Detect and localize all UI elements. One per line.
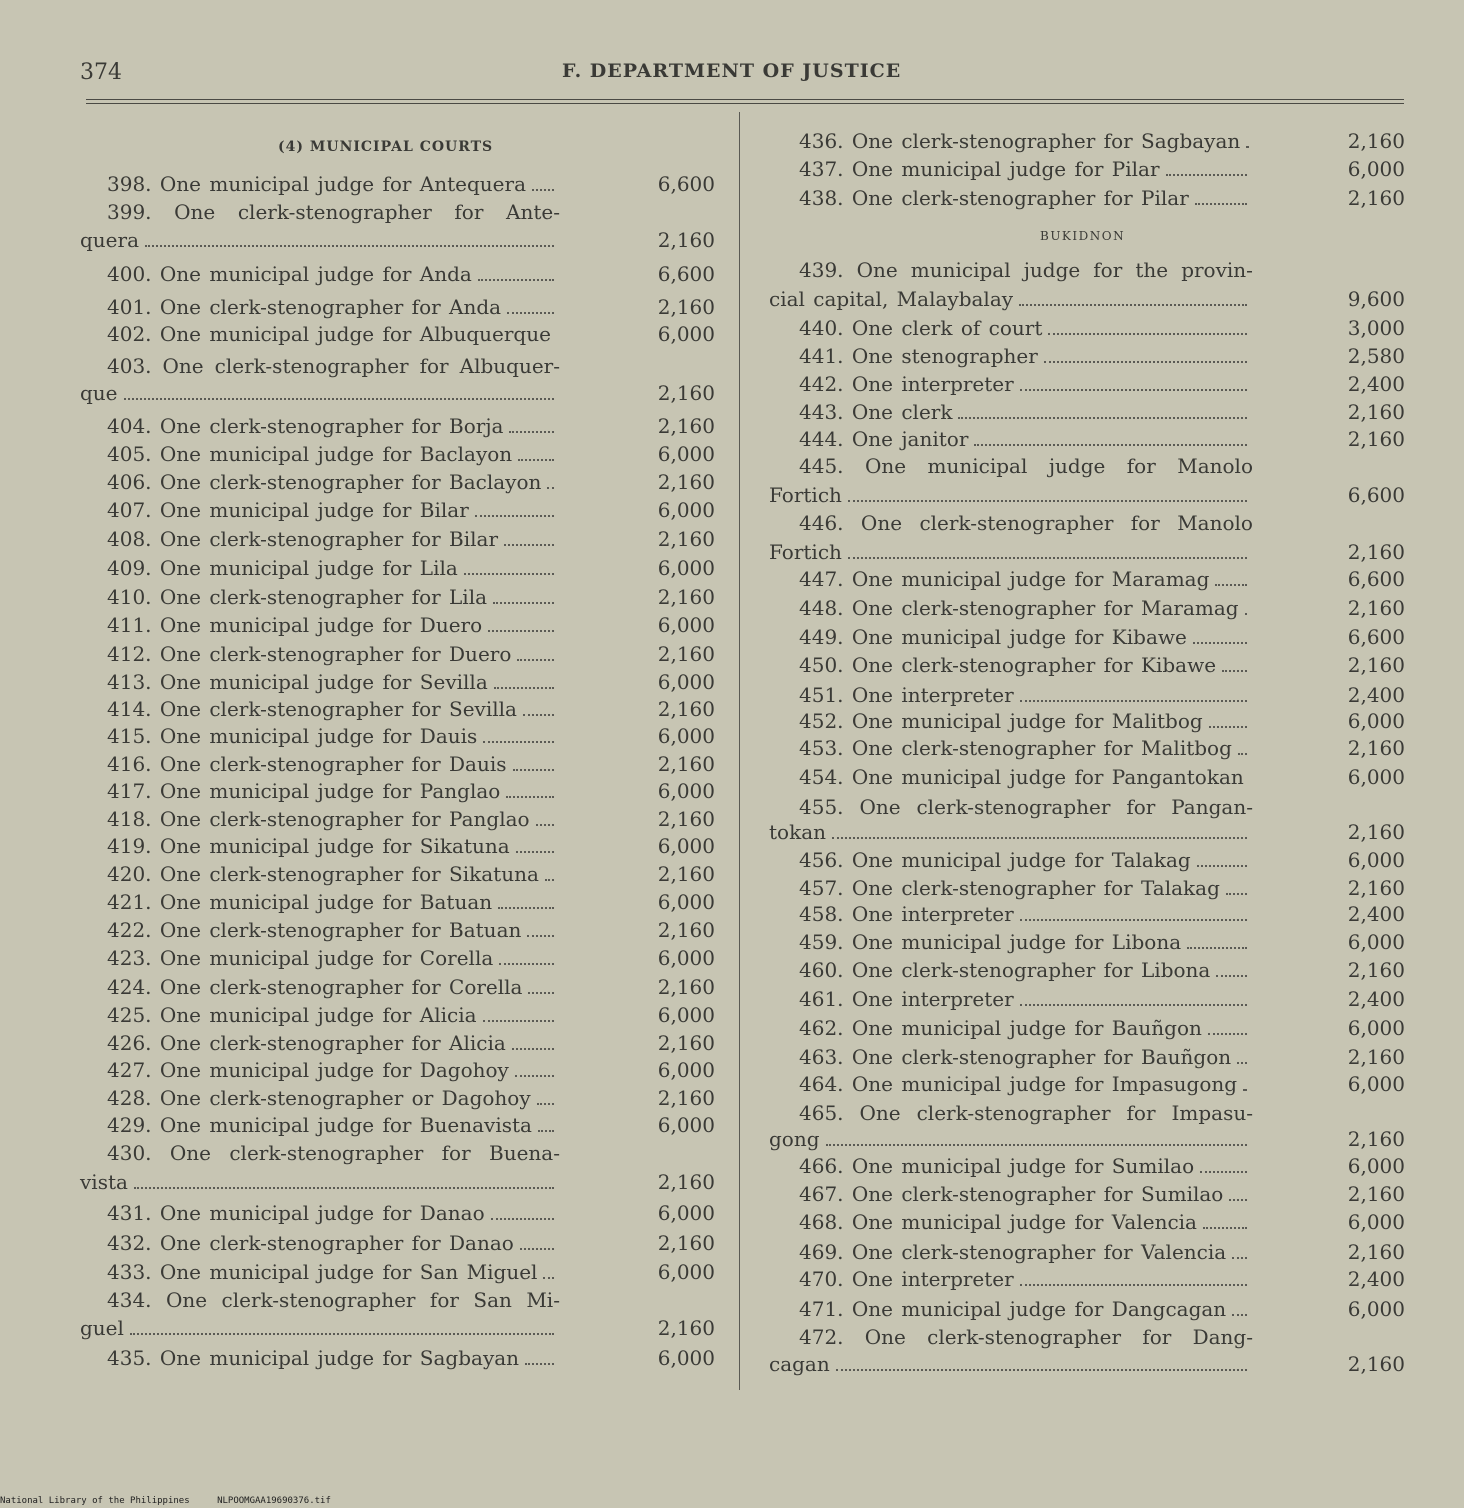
entry-text: 419. One municipal judge for Sikatuna (107, 834, 560, 860)
amount: 2,160 (1347, 653, 1405, 677)
amount: 6,000 (657, 613, 715, 637)
amount: 2,580 (1347, 344, 1405, 368)
dot-leader (543, 1269, 554, 1279)
amount: 2,160 (1347, 1182, 1405, 1206)
entry-text: 431. One municipal judge for Danao (107, 1201, 560, 1227)
entry-text: 409. One municipal judge for Lila (107, 556, 560, 582)
amount: 2,400 (1347, 683, 1405, 707)
dot-leader (145, 237, 554, 247)
entry-text: 400. One municipal judge for Anda (107, 262, 560, 288)
dot-leader (1195, 195, 1247, 205)
amount: 2,160 (657, 1086, 715, 1110)
amount: 6,000 (657, 498, 715, 522)
dot-leader (475, 507, 554, 517)
entry-text: 428. One clerk-stenographer or Dagohoy (107, 1086, 560, 1112)
entry-text: 450. One clerk-stenographer for Kibawe (799, 653, 1253, 679)
dot-leader (1020, 911, 1247, 921)
entry-text: 462. One municipal judge for Bauñgon (799, 1016, 1253, 1042)
entry-text: 401. One clerk-stenographer for Anda (107, 295, 560, 321)
entry-text: gong (769, 1127, 1253, 1153)
entry-text: 415. One municipal judge for Dauis (107, 724, 560, 750)
entry-text: vista (80, 1170, 560, 1196)
dot-leader (1232, 1249, 1247, 1259)
amount: 2,160 (657, 1031, 715, 1055)
dot-leader (1215, 576, 1247, 586)
entry-text: 407. One municipal judge for Bilar (107, 498, 560, 524)
dot-leader (538, 1122, 554, 1132)
entry-text: 470. One interpreter (799, 1267, 1253, 1293)
entry-text: 398. One municipal judge for Antequera (107, 172, 560, 198)
dot-leader (1222, 662, 1247, 672)
entry-text: 448. One clerk-stenographer for Maramag (799, 596, 1253, 622)
entry-text: 437. One municipal judge for Pilar (799, 157, 1253, 183)
entry-text: 427. One municipal judge for Dagohoy (107, 1058, 560, 1084)
amount: 2,160 (1347, 1352, 1405, 1376)
dot-leader (491, 1210, 554, 1220)
entry-text: 464. One municipal judge for Impasugong (799, 1072, 1253, 1098)
entry-text: 408. One clerk-stenographer for Bilar (107, 527, 560, 553)
amount: 6,000 (657, 1058, 715, 1082)
dot-leader (1020, 996, 1247, 1006)
dot-leader (1246, 138, 1247, 148)
entry-text: 456. One municipal judge for Talakag (799, 848, 1253, 874)
entry-text: 416. One clerk-stenographer for Dauis (107, 752, 560, 778)
entry-text: 467. One clerk-stenographer for Sumilao (799, 1182, 1253, 1208)
dot-leader (528, 984, 554, 994)
entry-text: 426. One clerk-stenographer for Alicia (107, 1031, 560, 1057)
dot-leader (536, 816, 554, 826)
amount: 6,000 (657, 1201, 715, 1225)
entry-text: 412. One clerk-stenographer for Duero (107, 642, 560, 668)
amount: 2,160 (1347, 400, 1405, 424)
amount: 6,000 (1347, 1154, 1405, 1178)
entry-text: 454. One municipal judge for Pangantokan (799, 765, 1244, 789)
amount: 6,000 (1347, 157, 1405, 181)
entry-text: 424. One clerk-stenographer for Corella (107, 975, 560, 1001)
amount: 6,000 (1347, 1016, 1405, 1040)
amount: 2,400 (1347, 902, 1405, 926)
amount: 6,600 (657, 172, 715, 196)
dot-leader (523, 706, 554, 716)
amount: 2,160 (657, 918, 715, 942)
entry-text: 445. One municipal judge for Manolo (799, 454, 1253, 478)
entry-text: 405. One municipal judge for Baclayon (107, 442, 560, 468)
dot-leader (513, 761, 554, 771)
dot-leader (1238, 745, 1247, 755)
dot-leader (494, 679, 554, 689)
entry-text: 451. One interpreter (799, 683, 1253, 709)
dot-leader (506, 788, 554, 798)
amount: 2,160 (657, 527, 715, 551)
entry-text: 466. One municipal judge for Sumilao (799, 1154, 1253, 1180)
entry-text: 417. One municipal judge for Panglao (107, 779, 560, 805)
entry-text: cagan (769, 1352, 1253, 1378)
entry-text: 423. One municipal judge for Corella (107, 946, 560, 972)
entry-text: 403. One clerk-stenographer for Albuquer- (107, 354, 560, 378)
dot-leader (516, 843, 554, 853)
dot-leader (1226, 885, 1247, 895)
dot-leader (1193, 634, 1247, 644)
amount: 6,000 (657, 1346, 715, 1370)
dot-leader (1237, 1054, 1247, 1064)
amount: 6,000 (657, 670, 715, 694)
entry-text: 452. One municipal judge for Malitbog (799, 709, 1253, 735)
entry-text: 413. One municipal judge for Sevilla (107, 670, 560, 696)
dot-leader (518, 451, 554, 461)
subsection-heading: BUKIDNON (1040, 229, 1126, 243)
amount: 2,160 (1347, 1045, 1405, 1069)
dot-leader (478, 271, 554, 281)
amount: 2,160 (1347, 820, 1405, 844)
dot-leader (464, 565, 554, 575)
entry-text: 433. One municipal judge for San Miguel (107, 1260, 560, 1286)
entry-text: quera (80, 228, 560, 254)
amount: 2,160 (657, 1170, 715, 1194)
amount: 2,160 (657, 807, 715, 831)
footer-library: National Library of the Philippines (0, 1496, 190, 1506)
entry-text: 436. One clerk-stenographer for Sagbayan (799, 129, 1241, 153)
entry-text: 447. One municipal judge for Maramag (799, 567, 1253, 593)
dot-leader (520, 1240, 554, 1250)
amount: 6,000 (1347, 1210, 1405, 1234)
amount: 2,400 (1347, 372, 1405, 396)
entry-text: 404. One clerk-stenographer for Borja (107, 414, 560, 440)
amount: 2,160 (1347, 876, 1405, 900)
amount: 6,000 (1347, 930, 1405, 954)
amount: 2,160 (657, 697, 715, 721)
dot-leader (504, 536, 554, 546)
scan-footer (0, 1496, 353, 1506)
amount: 2,160 (1347, 540, 1405, 564)
amount: 2,160 (657, 1316, 715, 1340)
entry-text: 406. One clerk-stenographer for Baclayon (107, 470, 560, 496)
column-divider (739, 112, 740, 1390)
amount: 2,400 (1347, 1267, 1405, 1291)
entry-text: 420. One clerk-stenographer for Sikatuna (107, 862, 560, 888)
amount: 2,160 (657, 295, 715, 319)
amount: 6,000 (657, 724, 715, 748)
dot-leader (547, 479, 554, 489)
entry-text: 463. One clerk-stenographer for Bauñgon (799, 1045, 1253, 1071)
amount: 2,160 (1347, 427, 1405, 451)
entry-text: 422. One clerk-stenographer for Batuan (107, 918, 560, 944)
dot-leader (507, 304, 554, 314)
entry-text: Fortich (769, 540, 1253, 566)
dot-leader (488, 622, 554, 632)
dot-leader (1245, 605, 1247, 615)
amount: 6,000 (657, 322, 715, 346)
dot-leader (1019, 296, 1247, 306)
entry-text: 434. One clerk-stenographer for San Mi- (107, 1288, 560, 1312)
entry-text: 418. One clerk-stenographer for Panglao (107, 807, 560, 833)
entry-text: 435. One municipal judge for Sagbayan (107, 1346, 560, 1372)
dot-leader (545, 871, 554, 881)
amount: 2,160 (657, 470, 715, 494)
amount: 2,160 (657, 381, 715, 405)
dot-leader (1166, 166, 1247, 176)
entry-text: 410. One clerk-stenographer for Lila (107, 585, 560, 611)
amount: 2,160 (1347, 129, 1405, 153)
dot-leader (512, 1040, 554, 1050)
dot-leader (958, 409, 1247, 419)
footer-file-id: NLPOOMGAA19690376.tif (217, 1496, 331, 1506)
entry-text: guel (80, 1316, 560, 1342)
dot-leader (509, 423, 554, 433)
entry-text: 425. One municipal judge for Alicia (107, 1003, 560, 1029)
amount: 9,600 (1347, 287, 1405, 311)
dot-leader (1187, 939, 1247, 949)
entry-text: 449. One municipal judge for Kibawe (799, 625, 1253, 651)
dot-leader (826, 1136, 1247, 1146)
dot-leader (517, 651, 554, 661)
amount: 6,000 (657, 834, 715, 858)
amount: 6,000 (657, 556, 715, 580)
entry-text: 440. One clerk of court (799, 316, 1253, 342)
dot-leader (1020, 1276, 1247, 1286)
dot-leader (124, 390, 554, 400)
amount: 6,600 (1347, 625, 1405, 649)
dot-leader (832, 829, 1247, 839)
entry-text: 414. One clerk-stenographer for Sevilla (107, 697, 560, 723)
amount: 6,000 (1347, 1072, 1405, 1096)
dot-leader (525, 1355, 554, 1365)
amount: 6,000 (1347, 848, 1405, 872)
amount: 6,000 (657, 1260, 715, 1284)
amount: 2,160 (1347, 736, 1405, 760)
dot-leader (493, 594, 554, 604)
amount: 3,000 (1347, 316, 1405, 340)
amount: 6,000 (657, 779, 715, 803)
entry-text: 444. One janitor (799, 427, 1253, 453)
entry-text: 421. One municipal judge for Batuan (107, 890, 560, 916)
entry-text: Fortich (769, 483, 1253, 509)
entry-text: 446. One clerk-stenographer for Manolo (799, 511, 1253, 535)
dot-leader (974, 436, 1247, 446)
dot-leader (1232, 1306, 1247, 1316)
entry-text: 441. One stenographer (799, 344, 1253, 370)
dot-leader (498, 899, 554, 909)
entry-text: 439. One municipal judge for the provin- (799, 258, 1253, 282)
dot-leader (532, 181, 554, 191)
dot-leader (1020, 692, 1247, 702)
dot-leader (1229, 1191, 1247, 1201)
entry-text: 458. One interpreter (799, 902, 1253, 928)
dot-leader (1197, 857, 1247, 867)
entry-text: 399. One clerk-stenographer for Ante- (107, 200, 560, 224)
amount: 2,160 (1347, 1127, 1405, 1151)
amount: 2,160 (1347, 186, 1405, 210)
entry-text: 438. One clerk-stenographer for Pilar (799, 186, 1253, 212)
dot-leader (1048, 325, 1247, 335)
entry-text: 443. One clerk (799, 400, 1253, 426)
entry-text: 468. One municipal judge for Valencia (799, 1210, 1253, 1236)
dot-leader (848, 492, 1247, 502)
dot-leader (1243, 1081, 1247, 1091)
amount: 6,000 (657, 1113, 715, 1137)
entry-text: 471. One municipal judge for Dangcagan (799, 1297, 1253, 1323)
amount: 2,160 (657, 642, 715, 666)
amount: 6,000 (657, 890, 715, 914)
amount: 6,000 (1347, 709, 1405, 733)
header-rule (86, 99, 1404, 100)
amount: 6,000 (1347, 1297, 1405, 1321)
dot-leader (499, 955, 554, 965)
dot-leader (1216, 967, 1247, 977)
amount: 2,160 (657, 862, 715, 886)
dot-leader (527, 927, 554, 937)
dot-leader (537, 1095, 554, 1105)
dot-leader (483, 1012, 554, 1022)
amount: 2,160 (1347, 596, 1405, 620)
entry-text: 430. One clerk-stenographer for Buena- (107, 1141, 560, 1165)
amount: 6,000 (657, 946, 715, 970)
amount: 2,160 (657, 1231, 715, 1255)
dot-leader (1209, 718, 1247, 728)
dot-leader (483, 733, 554, 743)
entry-text: 455. One clerk-stenographer for Pangan- (799, 795, 1253, 819)
page-number: 374 (80, 60, 122, 85)
entry-text: 429. One municipal judge for Buenavista (107, 1113, 560, 1139)
entry-text: que (80, 381, 560, 407)
amount: 6,600 (1347, 483, 1405, 507)
dot-leader (1203, 1219, 1247, 1229)
amount: 2,160 (1347, 958, 1405, 982)
amount: 6,000 (657, 1003, 715, 1027)
entry-text: 459. One municipal judge for Libona (799, 930, 1253, 956)
amount: 2,160 (657, 585, 715, 609)
entry-text: 402. One municipal judge for Albuquerque (107, 322, 551, 346)
entry-text: 457. One clerk-stenographer for Talakag (799, 876, 1253, 902)
amount: 2,400 (1347, 987, 1405, 1011)
dot-leader (515, 1067, 554, 1077)
entry-text: 460. One clerk-stenographer for Libona (799, 958, 1253, 984)
entry-text: 432. One clerk-stenographer for Danao (107, 1231, 560, 1257)
page-title: F. DEPARTMENT OF JUSTICE (562, 60, 902, 82)
amount: 6,600 (1347, 567, 1405, 591)
dot-leader (1020, 381, 1247, 391)
dot-leader (134, 1179, 554, 1189)
entry-text: 461. One interpreter (799, 987, 1253, 1013)
amount: 2,160 (1347, 1240, 1405, 1264)
dot-leader (848, 549, 1247, 559)
dot-leader (836, 1361, 1247, 1371)
amount: 2,160 (657, 228, 715, 252)
section-heading: (4) MUNICIPAL COURTS (278, 139, 494, 155)
entry-text: 469. One clerk-stenographer for Valencia (799, 1240, 1253, 1266)
amount: 2,160 (657, 752, 715, 776)
amount: 6,600 (657, 262, 715, 286)
dot-leader (1208, 1025, 1247, 1035)
dot-leader (130, 1325, 554, 1335)
dot-leader (1044, 353, 1247, 363)
amount: 6,000 (657, 442, 715, 466)
entry-text: cial capital, Malaybalay (769, 287, 1253, 313)
amount: 2,160 (657, 975, 715, 999)
entry-text: tokan (769, 820, 1253, 846)
entry-text: 442. One interpreter (799, 372, 1253, 398)
dot-leader (1200, 1163, 1247, 1173)
amount: 2,160 (657, 414, 715, 438)
entry-text: 411. One municipal judge for Duero (107, 613, 560, 639)
entry-text: 472. One clerk-stenographer for Dang- (799, 1325, 1253, 1349)
entry-text: 453. One clerk-stenographer for Malitbog (799, 736, 1253, 762)
header-rule (86, 103, 1404, 104)
amount: 6,000 (1347, 765, 1405, 789)
entry-text: 465. One clerk-stenographer for Impasu- (799, 1101, 1253, 1125)
